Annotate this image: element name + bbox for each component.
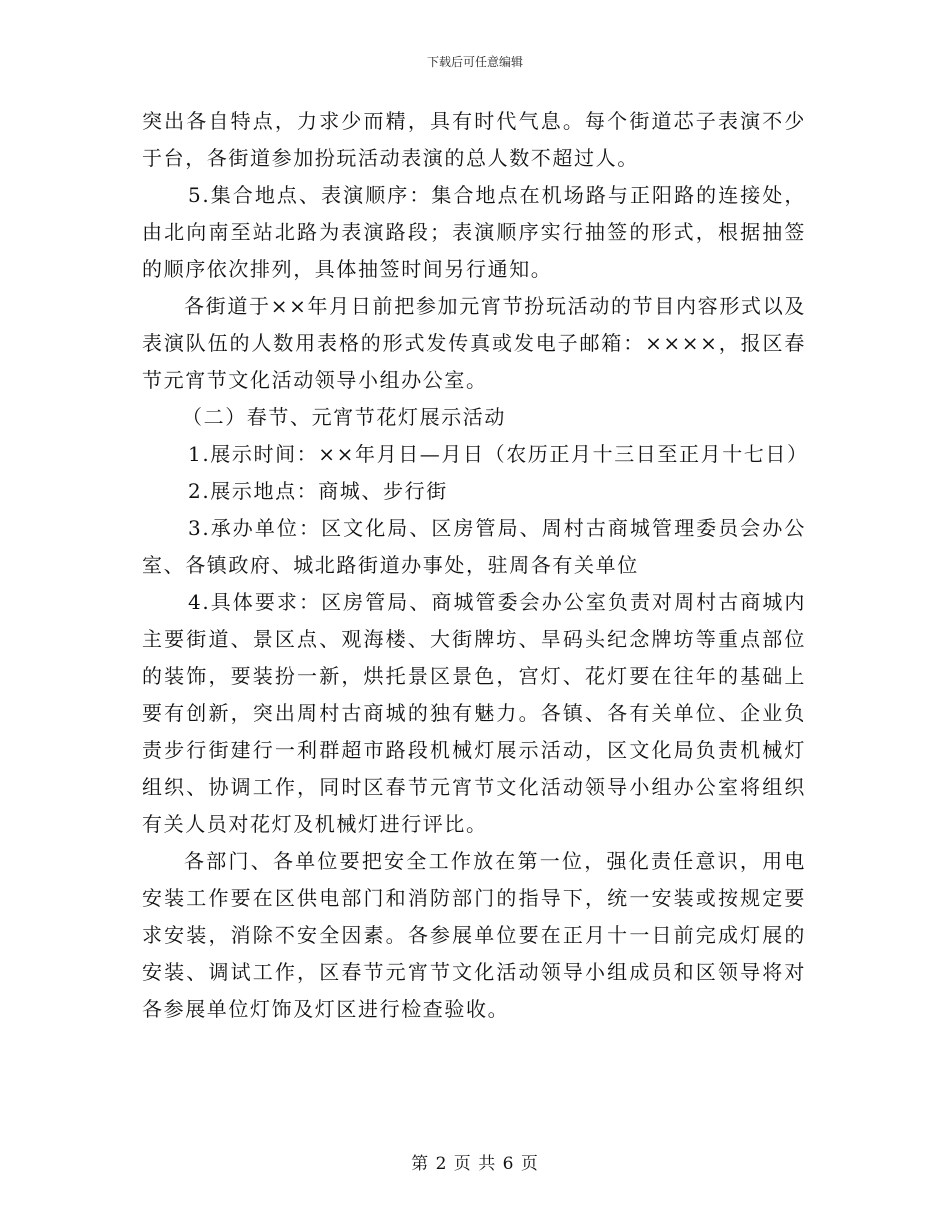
paragraph-safety: 各部门、各单位要把安全工作放在第一位，强化责任意识，用电安装工作要在区供电部门和消防部门的指导下，统一安装或按规定要求安装，消除不安全因素。各参展单位要在正月十一日前完成灯展的安装、调试工作，区春节元宵节文化活动领导小组成员和区领导将对各参展单位灯饰及灯区进行检查验收。 (142, 849, 806, 1021)
document-body (142, 103, 809, 1028)
paragraph-assembly-order: 5.集合地点、表演顺序：集合地点在机场路与正阳路的连接处，由北向南至站北路为表演路段；表演顺序实行抽签的形式，根据抽签的顺序依次排列，具体抽签时间另行通知。 (142, 183, 806, 281)
paragraph-organizers: 3.承办单位：区文化局、区房管局、周村古商城管理委员会办公室、各镇政府、城北路街道办事处，驻周各有关单位 (142, 516, 806, 577)
paragraph-requirements: 4.具体要求：区房管局、商城管委会办公室负责对周村古商城内主要街道、景区点、观海楼、大街牌坊、旱码头纪念牌坊等重点部位的装饰，要装扮一新，烘托景区景色，宫灯、花灯要在往年的基础上要有创新，突出周村古商城的独有魅力。各镇、各有关单位、企业负责步行街建行一利群超市路段机械灯展示活动，区文化局负责机械灯组织、协调工作，同时区春节元宵节文化活动领导小组办公室将组织有关人员对花灯及机械灯进行评比。 (142, 590, 806, 836)
paragraph-display-time: 1.展示时间：××年月日—月日（农历正月十三日至正月十七日） (188, 442, 809, 466)
section-heading-lantern-display: （二）春节、元宵节花灯展示活动 (182, 405, 506, 429)
paragraph-submission: 各街道于××年月日前把参加元宵节扮玩活动的节目内容形式以及表演队伍的人数用表格的形式发传真或发电子邮箱：××××，报区春节元宵节文化活动领导小组办公室。 (142, 294, 806, 392)
page-header-note: 下载后可任意编辑 (426, 55, 523, 69)
paragraph-display-location: 2.展示地点：商城、步行街 (188, 479, 448, 503)
page-number-footer: 第 2 页 共 6 页 (411, 1154, 539, 1174)
paragraph-continuation: 突出各自特点，力求少而精，具有时代气息。每个街道芯子表演不少于台，各街道参加扮玩活动表演的总人数不超过人。 (142, 109, 806, 170)
